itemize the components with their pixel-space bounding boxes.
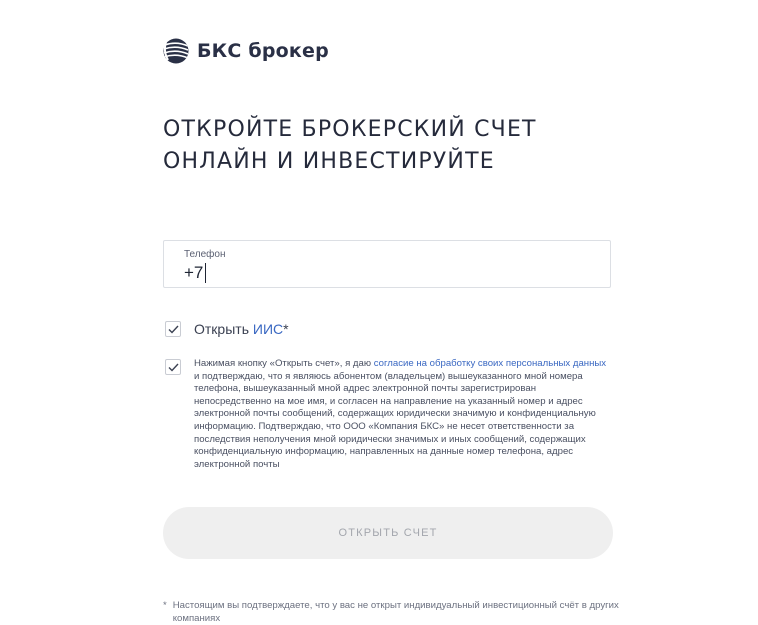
phone-value[interactable]: +7 xyxy=(184,263,204,282)
phone-input[interactable] xyxy=(163,240,611,288)
footnote-marker: * xyxy=(163,600,167,611)
page-title xyxy=(163,114,623,178)
consent-text xyxy=(194,358,614,476)
consent-text-after: и подтверждаю, что я являюсь абонентом (владельцем) вышеуказанного мной номера телефона, вышеуказанный мной адрес электронной почты зарегистрирован непосредственно на мое имя, и согласен на направление на указанный номер и адрес электронной почты сообщений, содержащих юридически значимую и конфиденциальную информацию. Подтверждаю, что ООО «Компания БКС» не несет ответственности за последствия неполучения мной юридически значимых и иных сообщений, содержащих конфиденциальную информацию, направленных на данные номер телефона, адрес электронной почты xyxy=(194,370,596,470)
personal-data-consent-link[interactable]: согласие на обработку своих персональных данных xyxy=(373,358,607,369)
iis-checkbox[interactable] xyxy=(165,321,181,337)
text-caret xyxy=(205,263,206,283)
brand-logo[interactable] xyxy=(163,36,329,66)
checkmark-icon xyxy=(168,325,179,334)
page-title-line-1: ОТКРОЙТЕ БРОКЕРСКИЙ СЧЕТ xyxy=(163,117,537,142)
open-account-button[interactable]: ОТКРЫТЬ СЧЕТ xyxy=(163,507,613,559)
phone-value-wrap[interactable] xyxy=(184,263,206,283)
page-title-line-2: ОНЛАЙН И ИНВЕСТИРУЙТЕ xyxy=(163,149,495,174)
consent-checkbox[interactable] xyxy=(165,359,181,375)
iis-asterisk: * xyxy=(283,321,289,337)
iis-footnote xyxy=(163,599,623,625)
iis-label xyxy=(194,321,289,337)
iis-label-text: Открыть xyxy=(194,321,253,337)
phone-label: Телефон xyxy=(184,249,226,260)
consent-text-before: Нажимая кнопку «Открыть счет», я даю xyxy=(194,358,374,369)
checkmark-icon xyxy=(168,363,179,372)
brand-name: БКС брокер xyxy=(197,40,329,62)
iis-link[interactable]: ИИС xyxy=(252,321,284,337)
bks-globe-icon xyxy=(163,38,189,64)
footnote-text: Настоящим вы подтверждаете, что у вас не открыт индивидуальный инвестиционный счёт в других компаниях xyxy=(172,600,619,624)
